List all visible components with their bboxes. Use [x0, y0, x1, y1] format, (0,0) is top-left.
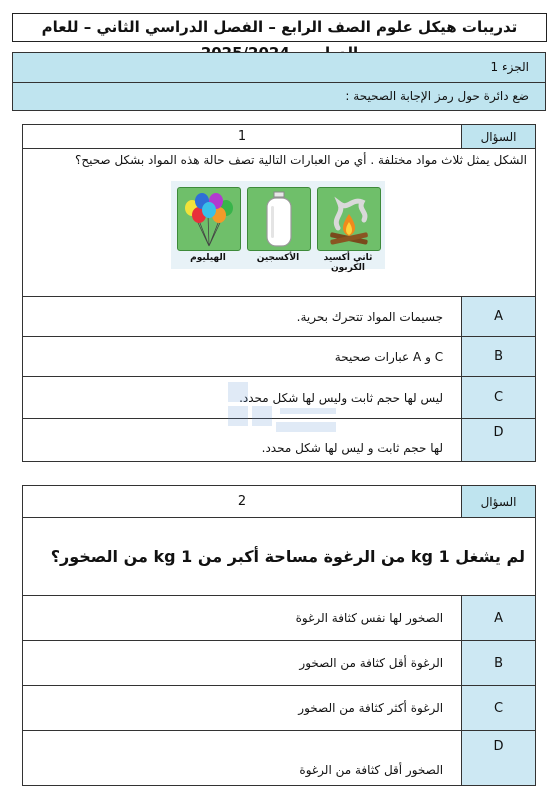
- question-stem: لم يشغل 1 kg من الرغوة مساحة أكبر من 1 kg من الصخور؟: [23, 518, 536, 596]
- option-d-text[interactable]: لها حجم ثابت و ليس لها شكل محدد.: [23, 419, 462, 462]
- option-b-letter[interactable]: B: [462, 337, 536, 377]
- question-stem-cell: [23, 149, 536, 297]
- option-c-text[interactable]: الرغوة أكثر كثافة من الصخور: [23, 686, 462, 731]
- question-stem: الشكل يمثل ثلاث مواد مختلفة . أي من العبارات التالية تصف حالة هذه المواد بشكل صحيح؟: [74, 153, 527, 167]
- option-b-letter[interactable]: B: [462, 641, 536, 686]
- question-number: 1: [23, 125, 462, 149]
- option-c-letter[interactable]: C: [462, 686, 536, 731]
- campfire-smoke-icon: [317, 187, 381, 251]
- question-label: السؤال: [462, 125, 536, 149]
- worksheet-title: تدريبات هيكل علوم الصف الرابع – الفصل الدراسي الثاني – للعام: [12, 13, 547, 42]
- option-d-letter[interactable]: D: [462, 419, 536, 462]
- question-1-table: [22, 124, 536, 462]
- figure-caption-2: الأكسجين: [256, 253, 300, 263]
- figure-caption-1: ثاني أكسيد الكربون: [323, 253, 373, 273]
- question-number: 2: [23, 486, 462, 518]
- states-of-matter-figure: [171, 181, 385, 273]
- balloons-icon: [177, 187, 241, 251]
- option-a-letter[interactable]: A: [462, 596, 536, 641]
- oxygen-cylinder-icon: [247, 187, 311, 251]
- option-b-text[interactable]: الرغوة أقل كثافة من الصخور: [23, 641, 462, 686]
- option-a-letter[interactable]: A: [462, 297, 536, 337]
- figure-caption-3: الهيليوم: [190, 253, 226, 263]
- question-label: السؤال: [462, 486, 536, 518]
- part-header: [12, 52, 546, 111]
- option-c-text[interactable]: ليس لها حجم ثابت وليس لها شكل محدد.: [23, 377, 462, 419]
- part-title: الجزء 1: [13, 53, 545, 83]
- option-a-text[interactable]: جسيمات المواد تتحرك بحرية.: [23, 297, 462, 337]
- option-d-letter[interactable]: D: [462, 731, 536, 786]
- option-c-letter[interactable]: C: [462, 377, 536, 419]
- question-2-table: [22, 485, 536, 786]
- option-b-text[interactable]: C و A عبارات صحيحة: [23, 337, 462, 377]
- part-instruction: ضع دائرة حول رمز الإجابة الصحيحة :: [345, 89, 529, 103]
- option-a-text[interactable]: الصخور لها نفس كثافة الرغوة: [23, 596, 462, 641]
- option-d-text[interactable]: الصخور أقل كثافة من الرغوة: [23, 731, 462, 786]
